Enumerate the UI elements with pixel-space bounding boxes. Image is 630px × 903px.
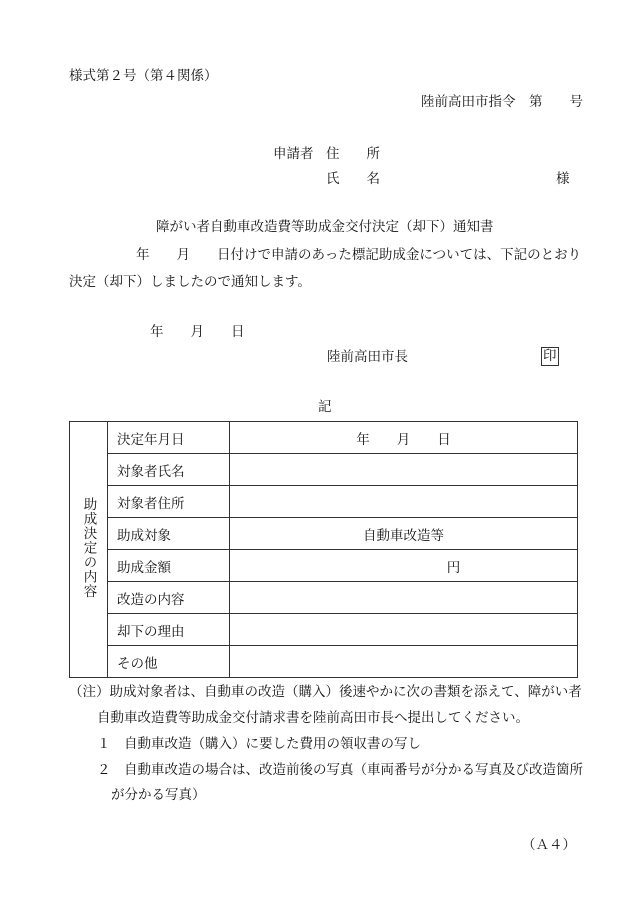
- ki-heading: 記: [318, 399, 332, 415]
- row-label: 却下の理由: [108, 614, 230, 646]
- side-header-text: 助成決定の内容: [80, 496, 97, 599]
- address-label: 住 所: [326, 146, 380, 162]
- decision-table: [69, 421, 578, 678]
- applicant-label: 申請者: [273, 146, 314, 162]
- table-row: [70, 550, 578, 582]
- row-value: [230, 454, 578, 486]
- name-label: 氏 名: [326, 171, 380, 187]
- table-row: [70, 454, 578, 486]
- note-item-1-text: 自動車改造（購入）に要した費用の領収書の写し: [124, 736, 421, 752]
- table-row: [70, 422, 578, 454]
- notice-date: 年 月 日: [150, 324, 245, 340]
- row-value: 年 月 日: [230, 422, 578, 454]
- table-row: [70, 518, 578, 550]
- row-label: その他: [108, 646, 230, 678]
- document-title: 障がい者自動車改造費等助成金交付決定（却下）通知書: [156, 219, 494, 235]
- row-value: [230, 582, 578, 614]
- note-item-2-continued: が分かる写真）: [111, 787, 206, 803]
- note-line-2: 自動車改造費等助成金交付請求書を陸前高田市長へ提出してください。: [97, 710, 529, 726]
- paper-size-label: （Ａ４）: [522, 837, 576, 853]
- issuer-reference: 陸前高田市指令 第 号: [421, 94, 583, 110]
- table-row: [70, 582, 578, 614]
- row-label: 助成対象: [108, 518, 230, 550]
- note-line-1: （注）助成対象者は、自動車の改造（購入）後速やかに次の書類を添えて、障がい者: [69, 684, 582, 700]
- table-row: [70, 486, 578, 518]
- honorific-sama: 様: [556, 171, 570, 187]
- row-value: [230, 646, 578, 678]
- form-number: 様式第２号（第４関係）: [69, 68, 218, 84]
- body-line-1: 年 月 日付けで申請のあった標記助成金については、下記のとおり: [136, 247, 582, 263]
- note-item-1-number: １: [97, 736, 111, 752]
- note-item-2-number: ２: [97, 762, 111, 778]
- row-value: 自動車改造等: [230, 518, 578, 550]
- row-label: 対象者住所: [108, 486, 230, 518]
- table-row: [70, 646, 578, 678]
- row-label: 対象者氏名: [108, 454, 230, 486]
- row-label: 決定年月日: [108, 422, 230, 454]
- seal-mark: [541, 347, 559, 366]
- row-label: 助成金額: [108, 550, 230, 582]
- mayor-label: 陸前高田市長: [327, 349, 408, 365]
- row-value: [230, 486, 578, 518]
- table-row: [70, 614, 578, 646]
- row-value: 円: [230, 550, 578, 582]
- note-item-2-text: 自動車改造の場合は、改造前後の写真（車両番号が分かる写真及び改造箇所: [124, 762, 583, 778]
- seal-text: 印: [543, 348, 557, 364]
- side-header-cell: [70, 422, 108, 678]
- row-value: [230, 614, 578, 646]
- row-label: 改造の内容: [108, 582, 230, 614]
- body-line-2: 決定（却下）しましたので通知します。: [69, 274, 311, 290]
